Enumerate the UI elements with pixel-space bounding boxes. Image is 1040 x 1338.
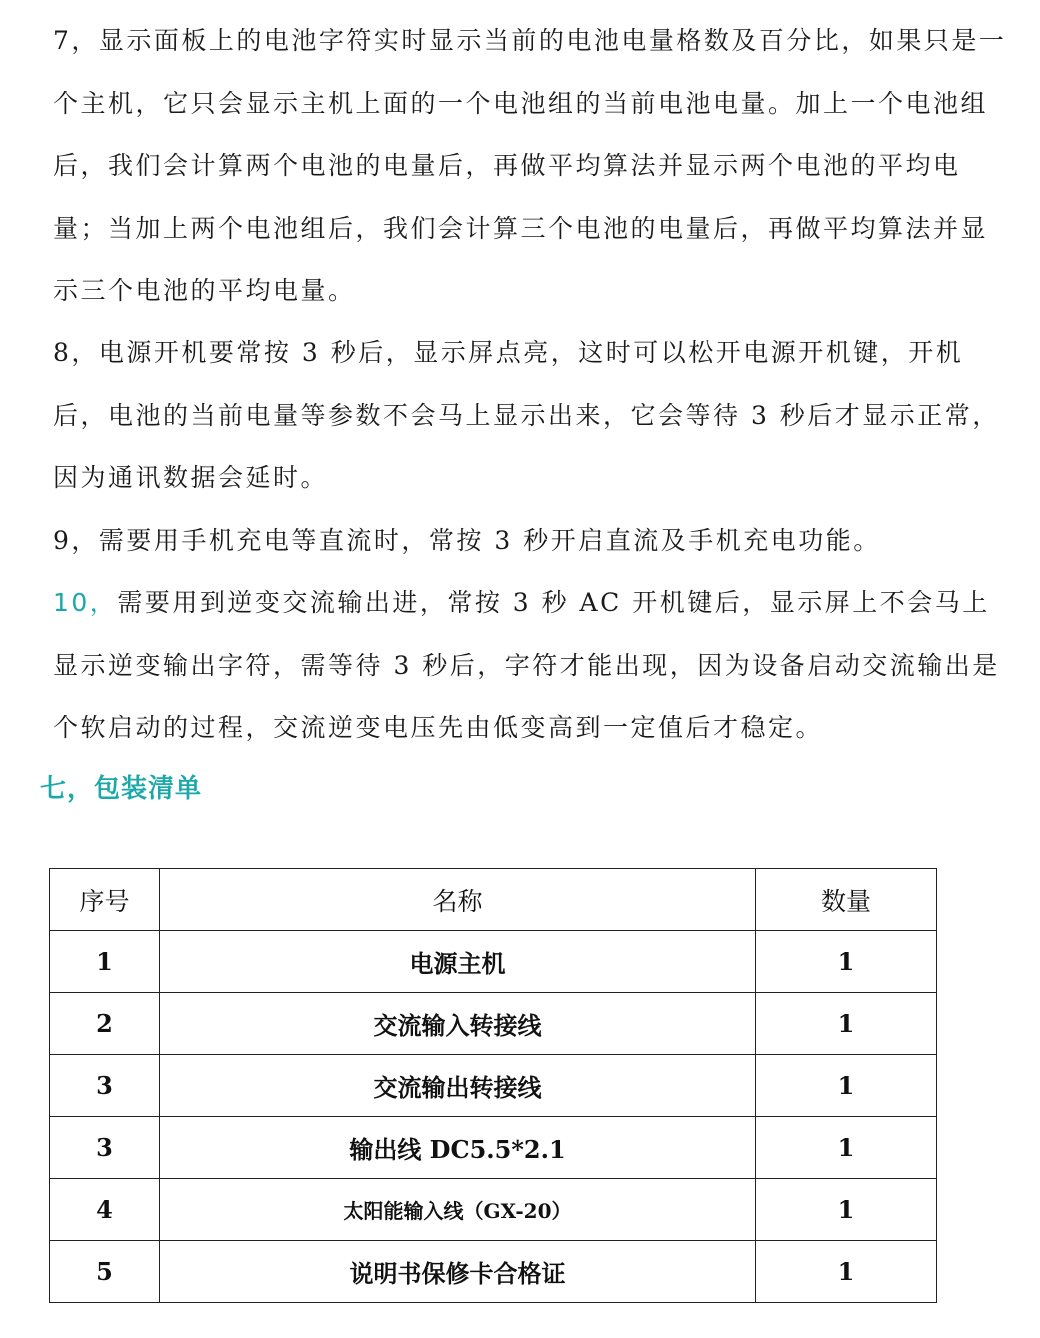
paragraph-number: 7， <box>53 26 99 55</box>
paragraph-text: 需要用手机充电等直流时，常按 3 秒开启直流及手机充电功能。 <box>98 526 881 555</box>
cell-quantity: 1 <box>756 993 937 1055</box>
cell-name: 电源主机 <box>160 931 756 993</box>
paragraph-9 <box>53 510 1013 573</box>
paragraph-text: 需要用到逆变交流输出进，常按 3 秒 AC 开机键后，显示屏上不会马上显示逆变输出字符，需等待 3 秒后，字符才能出现，因为设备启动交流输出是个软启动的过程，交流逆变电压先由低变高到一定值后才稳定。 <box>53 588 1000 742</box>
section-heading: 七，包装清单 <box>40 774 203 804</box>
cell-name: 说明书保修卡合格证 <box>160 1241 756 1303</box>
paragraph-number: 8， <box>53 338 99 367</box>
table-row <box>50 1241 937 1303</box>
header-quantity: 数量 <box>756 869 937 931</box>
cell-quantity: 1 <box>756 1117 937 1179</box>
table-row <box>50 1117 937 1179</box>
cell-index: 1 <box>50 931 160 993</box>
cell-quantity: 1 <box>756 1055 937 1117</box>
table-row <box>50 1055 937 1117</box>
paragraph-text: 显示面板上的电池字符实时显示当前的电池电量格数及百分比，如果只是一个主机，它只会显示主机上面的一个电池组的当前电池电量。加上一个电池组后，我们会计算两个电池的电量后，再做平均算法并显示两个电池的平均电量；当加上两个电池组后，我们会计算三个电池的电量后，再做平均算法并显示三个电池的平均电量。 <box>53 26 1007 305</box>
cell-quantity: 1 <box>756 1241 937 1303</box>
packing-list-table <box>49 868 937 1303</box>
table-row <box>50 931 937 993</box>
table-header-row <box>50 869 937 931</box>
cell-name: 输出线 DC5.5*2.1 <box>160 1117 756 1179</box>
cell-name: 太阳能输入线（GX-20） <box>160 1179 756 1241</box>
cell-quantity: 1 <box>756 1179 937 1241</box>
paragraph-7 <box>53 10 1013 323</box>
cell-index: 3 <box>50 1055 160 1117</box>
table-row <box>50 993 937 1055</box>
cell-name: 交流输出转接线 <box>160 1055 756 1117</box>
paragraph-8 <box>53 322 1013 510</box>
cell-index: 2 <box>50 993 160 1055</box>
cell-index: 4 <box>50 1179 160 1241</box>
header-name: 名称 <box>160 869 756 931</box>
cell-index: 5 <box>50 1241 160 1303</box>
table-row <box>50 1179 937 1241</box>
header-index: 序号 <box>50 869 160 931</box>
cell-quantity: 1 <box>756 931 937 993</box>
cell-name: 交流输入转接线 <box>160 993 756 1055</box>
paragraph-10 <box>53 572 1013 760</box>
paragraph-number: 9， <box>53 526 99 555</box>
cell-index: 3 <box>50 1117 160 1179</box>
paragraph-text: 电源开机要常按 3 秒后，显示屏点亮，这时可以松开电源开机键，开机后，电池的当前电量等参数不会马上显示出来，它会等待 3 秒后才显示正常，因为通讯数据会延时。 <box>53 338 1000 492</box>
paragraph-number: 10， <box>53 588 118 617</box>
